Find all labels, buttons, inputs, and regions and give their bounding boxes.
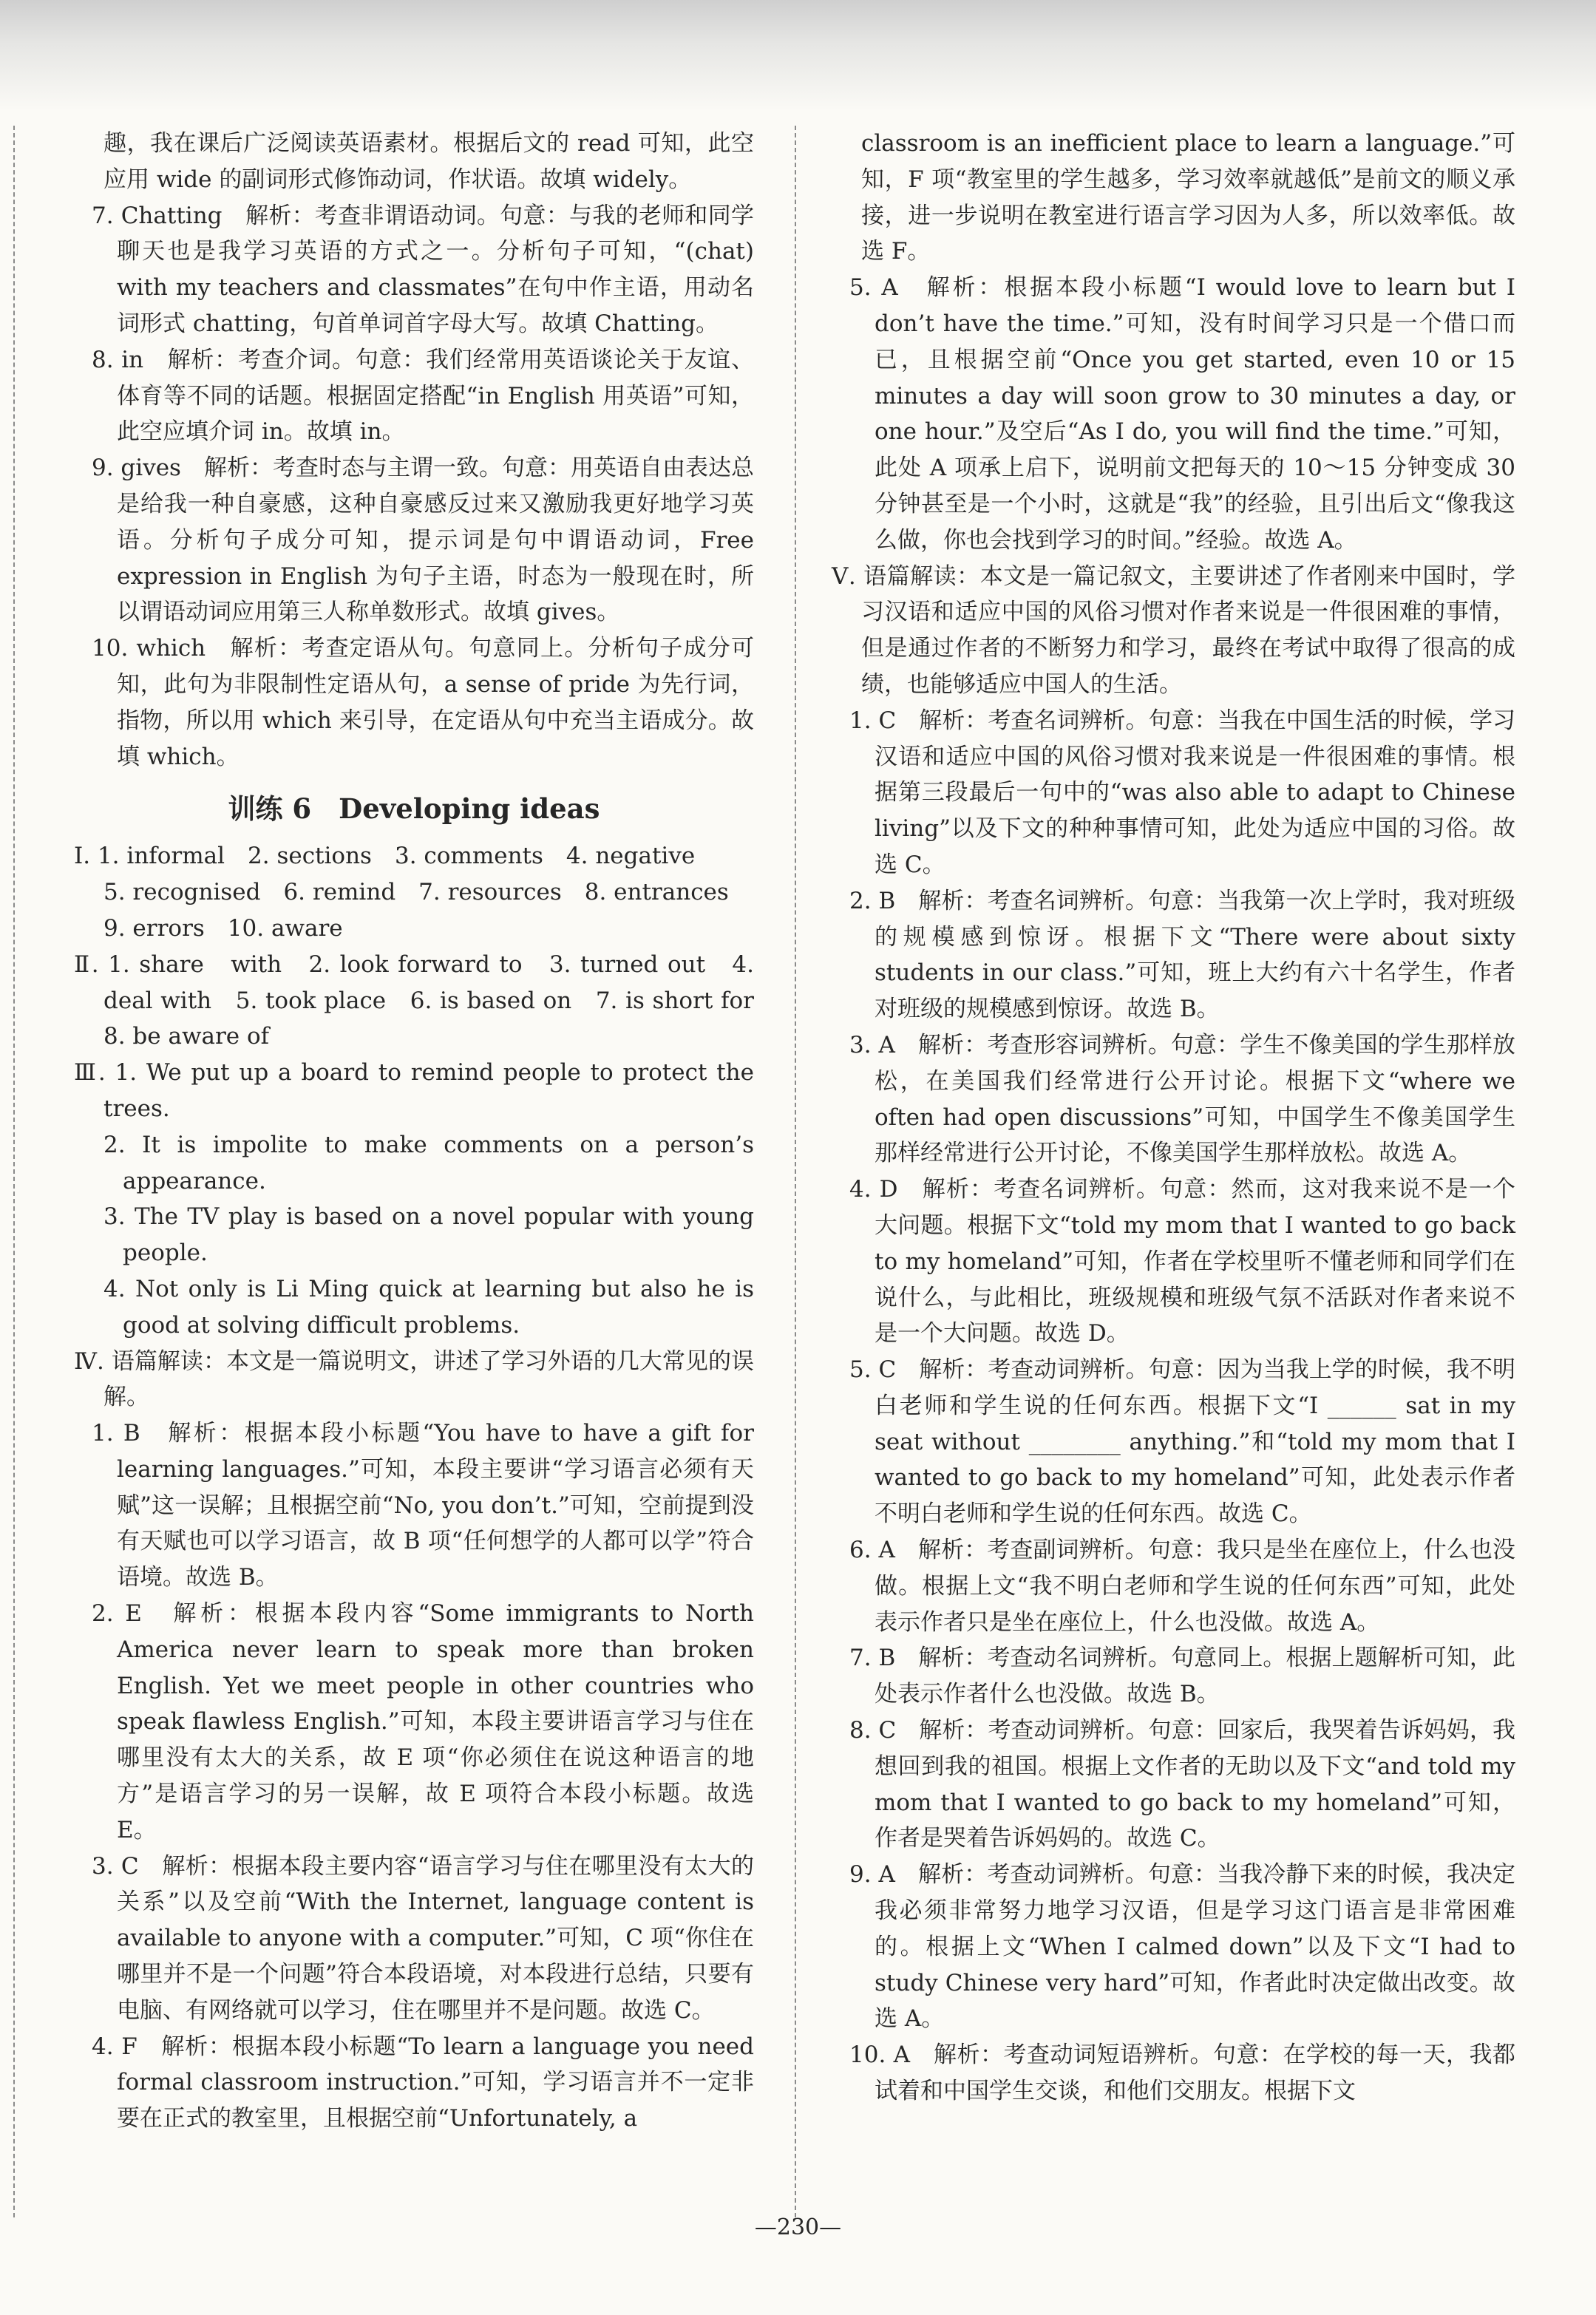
part3-sentence-4: 4. Not only is Li Ming quick at learning but also he is good at solving difficult problems. (103, 1275, 754, 1339)
part4-item-1: 1. B 解析：根据本段小标题“You have to have a gift for learning languages.”可知，本段主要讲“学习语言必须有天赋”这一误解；且根据空前“No, you don’t.”可知，空前提到没有天赋也可以学习语言，故 B 项“任何想学的人都可以学”符合语境。故选 B。 (92, 1420, 754, 1591)
left-column (74, 126, 777, 2137)
left-margin-rule (13, 126, 15, 2217)
page-number: —230— (754, 2214, 842, 2240)
part3-sentence-3: 3. The TV play is based on a novel popular with young people. (103, 1203, 754, 1267)
answer-item-9: 9. gives 解析：考查时态与主谓一致。句意：用英语自由表达总是给我一种自豪感，这种自豪感反过来又激励我更好地学习英语。分析句子成分可知，提示词是句中谓语动词，Free expression in English 为句子主语，时态为一般现在时，所以谓语动词应用第三人称单数形式。故填 gives。 (92, 455, 754, 626)
answer-item-8: 8. in 解析：考查介词。句意：我们经常用英语谈论关于友谊、体育等不同的话题。根据固定搭配“in English 用英语”可知，此空应填介词 in。故填 in。 (92, 346, 754, 446)
part4-item-4: 4. F 解析：根据本段小标题“To learn a language you need formal classroom instruction.”可知，学习语言并不一定非要在正式的教室里，且根据空前“Unfortunately, a (92, 2033, 754, 2132)
part2-answers: Ⅱ. 1. share with 2. look forward to 3. turned out 4. deal with 5. took place 6. is based on 7. is short for 8. be aware of (74, 951, 777, 1050)
part4-item-3: 3. C 解析：根据本段主要内容“语言学习与住在哪里没有太大的关系”以及空前“With the Internet, language content is available to anyone with a computer.”可知，C 项“你住在哪里并不是一个问题”符合本段语境，对本段进行总结，只要有电脑、有网络就可以学习，住在哪里并不是问题。故选 C。 (92, 1852, 754, 2024)
answer-item-7: 7. Chatting 解析：考查非谓语动词。句意：与我的老师和同学聊天也是我学习英语的方式之一。分析句子可知，“(chat) with my teachers and classmates”在句中作主语，用动名词形式 chatting，句首单词首字母大写。故填 Chatting。 (92, 202, 754, 337)
right-para-0: classroom is an inefficient place to learn a language.”可知，F 项“教室里的学生越多，学习效率就越低”是前文的顺义承接，进一步说明在教室进行语言学习因为人多，所以效率低。故选 F。 (861, 130, 1515, 265)
part5-item-6: 6. A 解析：考查副词辨析。句意：我只是坐在座位上，什么也没做。根据上文“我不明白老师和学生说的任何东西”可知，此处表示作者只是坐在座位上，什么也没做。故选 A。 (849, 1537, 1515, 1636)
part4-item-5: 5. A 解析：根据本段小标题“I would love to learn but I don’t have the time.”可知，没有时间学习只是一个借口而已，且根据空前“Once you get started, even 10 or 15 minutes a day will soon grow to 30 minutes a day, or one hour.”及空后“As I do, you will find the time.”可知，此处 A 项承上启下，说明前文把每天的 10～15 分钟变成 30 分钟甚至是一个小时，这就是“我”的经验，且引出后文“像我这么做，你也会找到学习的时间。”经验。故选 A。 (849, 274, 1515, 554)
part3-sentence-1: Ⅲ. 1. We put up a board to remind people to protect the trees. (74, 1059, 754, 1122)
part5-item-7: 7. B 解析：考查动名词辨析。句意同上。根据上题解析可知，此处表示作者什么也没做。故选 B。 (849, 1645, 1515, 1708)
column-divider (795, 126, 796, 2217)
part5-item-2: 2. B 解析：考查名词辨析。句意：当我第一次上学时，我对班级的规模感到惊讶。根据下文“There were about sixty students in our class.”可知，班上大约有六十名学生，作者对班级的规模感到惊讶。故选 B。 (849, 887, 1515, 1023)
part3-sentence-2: 2. It is impolite to make comments on a person’s appearance. (103, 1131, 754, 1194)
answer-item-10: 10. which 解析：考查定语从句。句意同上。分析句子成分可知，此句为非限制性定语从句，a sense of pride 为先行词，指物，所以用 which 来引导，在定语从句中充当主语成分。故填 which。 (92, 635, 754, 770)
part5-item-3: 3. A 解析：考查形容词辨析。句意：学生不像美国的学生那样放松，在美国我们经常进行公开讨论。根据下文“where we often had open discussions”可知，中国学生不像美国学生那样经常进行公开讨论，不像美国学生那样放松。故选 A。 (849, 1031, 1515, 1167)
part1-line-2: 5. recognised 6. remind 7. resources 8. entrances (103, 879, 729, 906)
right-column (832, 126, 1515, 2110)
part5-item-9: 9. A 解析：考查动词辨析。句意：当我冷静下来的时候，我决定我必须非常努力地学习汉语，但是学习这门语言是非常困难的。根据上文“When I calmed down”以及下文“I had to study Chinese very hard”可知，作者此时决定做出改变。故选 A。 (849, 1861, 1515, 2033)
scan-top-shadow (0, 0, 1596, 111)
part4-item-2: 2. E 解析：根据本段内容“Some immigrants to North America never learn to speak more than broken English. Yet we meet people in other countries who speak flawless English.”可知，本段主要讲语言学习与住在哪里没有太大的关系，故 E 项“你必须住在说这种语言的地方”是语言学习的另一误解，故 E 项符合本段小标题。故选 E。 (92, 1600, 754, 1843)
part5-item-5: 5. C 解析：考查动词辨析。句意：因为当我上学的时候，我不明白老师和学生说的任何东西。根据下文“I ______ sat in my seat without ________ anything.”和“told my mom that I wanted to go back to my homeland”可知，此处表示作者不明白老师和学生说的任何东西。故选 C。 (849, 1356, 1515, 1528)
part5-item-8: 8. C 解析：考查动词辨析。句意：回家后，我哭着告诉妈妈，我想回到我的祖国。根据上文作者的无助以及下文“and told my mom that I wanted to go back to my homeland”可知，作者是哭着告诉妈妈的。故选 C。 (849, 1717, 1515, 1852)
section-title: 训练 6 Developing ideas (228, 792, 600, 826)
part5-item-10: 10. A 解析：考查动词短语辨析。句意：在学校的每一天，我都试着和中国学生交谈，和他们交朋友。根据下文 (849, 2042, 1515, 2105)
part1-line-3: 9. errors 10. aware (103, 914, 343, 942)
part1-line-1: Ⅰ. 1. informal 2. sections 3. comments 4. negative (74, 843, 696, 870)
part5-intro: Ⅴ. 语篇解读：本文是一篇记叙文，主要讲述了作者刚来中国时，学习汉语和适应中国的风俗习惯对作者来说是一件很困难的事情，但是通过作者的不断努力和学习，最终在考试中取得了很高的成绩，也能够适应中国人的生活。 (832, 562, 1515, 698)
part5-item-4: 4. D 解析：考查名词辨析。句意：然而，这对我来说不是一个大问题。根据下文“told my mom that I wanted to go back to my homeland”可知，作者在学校里听不懂老师和同学们在说什么，与此相比，班级规模和班级气氛不活跃对作者来说不是一个大问题。故选 D。 (849, 1176, 1515, 1347)
part5-item-1: 1. C 解析：考查名词辨析。句意：当我在中国生活的时候，学习汉语和适应中国的风俗习惯对我来说是一件很困难的事情。根据第三段最后一句中的“was also able to adapt to Chinese living”以及下文的种种事情可知，此处为适应中国的习俗。故选 C。 (849, 707, 1515, 878)
left-para-0: 趣，我在课后广泛阅读英语素材。根据后文的 read 可知，此空应用 wide 的副词形式修饰动词，作状语。故填 widely。 (103, 130, 754, 193)
part4-intro: Ⅳ. 语篇解读：本文是一篇说明文，讲述了学习外语的几大常见的误解。 (74, 1347, 754, 1411)
